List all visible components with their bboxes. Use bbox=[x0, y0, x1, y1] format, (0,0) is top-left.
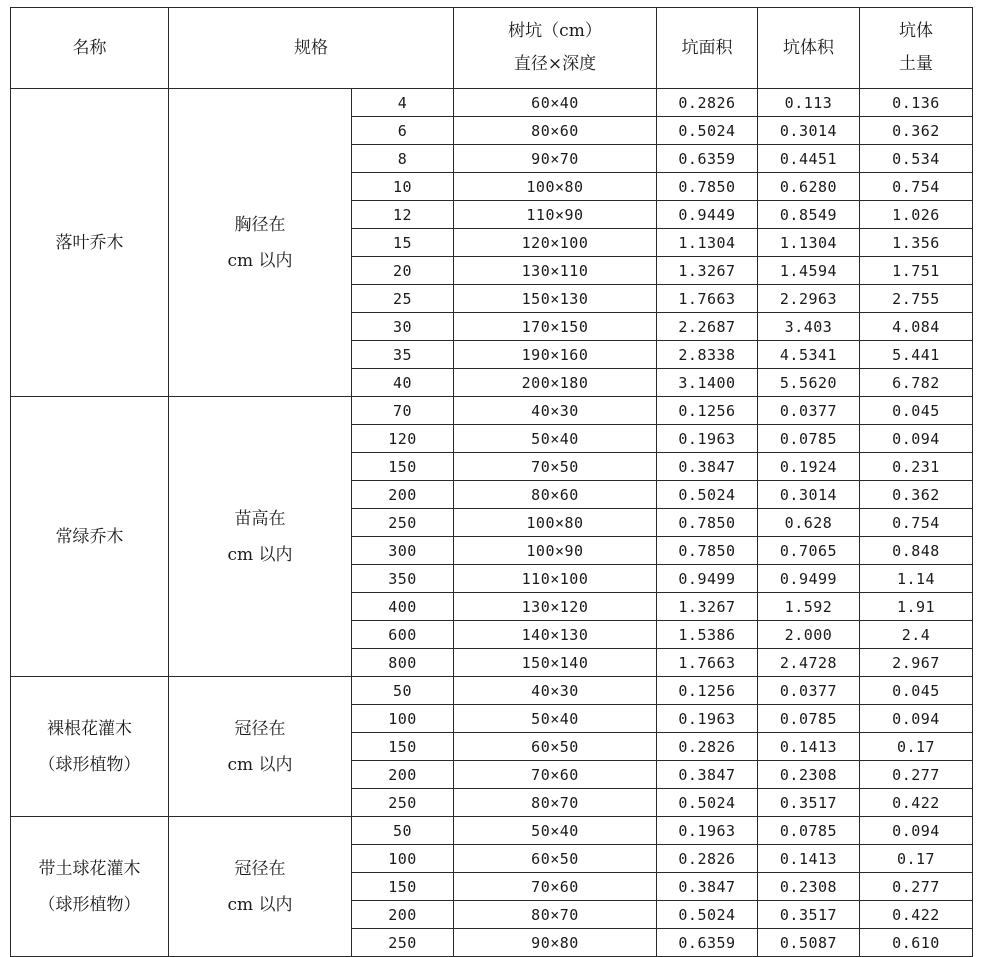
size-cell: 50 bbox=[352, 817, 454, 845]
size-cell: 200 bbox=[352, 481, 454, 509]
volume-cell: 0.3014 bbox=[758, 481, 860, 509]
volume-cell: 0.1413 bbox=[758, 845, 860, 873]
volume-cell: 0.0785 bbox=[758, 425, 860, 453]
pit-cell: 130×120 bbox=[454, 593, 657, 621]
volume-cell: 1.1304 bbox=[758, 229, 860, 257]
area-cell: 0.5024 bbox=[657, 789, 758, 817]
size-cell: 200 bbox=[352, 901, 454, 929]
soil-cell: 0.17 bbox=[860, 733, 973, 761]
group-spec-line: 苗高在 bbox=[234, 508, 286, 529]
size-cell: 150 bbox=[352, 453, 454, 481]
header-soil-line2: 土量 bbox=[899, 54, 933, 74]
area-cell: 2.8338 bbox=[657, 341, 758, 369]
pit-cell: 80×60 bbox=[454, 117, 657, 145]
group-name-cell bbox=[11, 817, 169, 957]
group-spec-line: 冠径在 bbox=[234, 858, 286, 879]
area-cell: 1.5386 bbox=[657, 621, 758, 649]
area-cell: 0.5024 bbox=[657, 481, 758, 509]
pit-cell: 190×160 bbox=[454, 341, 657, 369]
size-cell: 300 bbox=[352, 537, 454, 565]
header-area: 坑面积 bbox=[657, 8, 758, 89]
pit-cell: 50×40 bbox=[454, 425, 657, 453]
soil-cell: 0.610 bbox=[860, 929, 973, 957]
header-soil-line1: 坑体 bbox=[899, 21, 933, 41]
group-spec-cell bbox=[169, 89, 352, 397]
volume-cell: 0.628 bbox=[758, 509, 860, 537]
soil-cell: 0.422 bbox=[860, 901, 973, 929]
pit-cell: 200×180 bbox=[454, 369, 657, 397]
size-cell: 250 bbox=[352, 509, 454, 537]
size-cell: 25 bbox=[352, 285, 454, 313]
volume-cell: 2.000 bbox=[758, 621, 860, 649]
pit-cell: 70×60 bbox=[454, 873, 657, 901]
soil-cell: 1.356 bbox=[860, 229, 973, 257]
area-cell: 0.7850 bbox=[657, 173, 758, 201]
header-pit-line2: 直径×深度 bbox=[513, 54, 597, 74]
pit-cell: 90×70 bbox=[454, 145, 657, 173]
pit-cell: 80×70 bbox=[454, 901, 657, 929]
area-cell: 0.3847 bbox=[657, 873, 758, 901]
volume-cell: 2.2963 bbox=[758, 285, 860, 313]
pit-cell: 110×100 bbox=[454, 565, 657, 593]
group-name-line: 带土球花灌木 bbox=[38, 858, 141, 879]
soil-cell: 2.755 bbox=[860, 285, 973, 313]
soil-cell: 1.026 bbox=[860, 201, 973, 229]
soil-cell: 4.084 bbox=[860, 313, 973, 341]
group-name-line: 落叶乔木 bbox=[55, 232, 124, 253]
area-cell: 0.1963 bbox=[657, 425, 758, 453]
volume-cell: 0.2308 bbox=[758, 761, 860, 789]
group-spec-line: cm 以内 bbox=[227, 754, 293, 775]
group-name-cell bbox=[11, 89, 169, 397]
header-pit bbox=[454, 8, 657, 89]
group-spec-line: cm 以内 bbox=[227, 544, 293, 565]
header-soil bbox=[860, 8, 973, 89]
size-cell: 10 bbox=[352, 173, 454, 201]
pit-cell: 70×60 bbox=[454, 761, 657, 789]
area-cell: 0.1256 bbox=[657, 397, 758, 425]
size-cell: 30 bbox=[352, 313, 454, 341]
soil-cell: 0.094 bbox=[860, 705, 973, 733]
group-spec-cell bbox=[169, 817, 352, 957]
header-row bbox=[11, 8, 973, 89]
area-cell: 0.1963 bbox=[657, 705, 758, 733]
volume-cell: 0.5087 bbox=[758, 929, 860, 957]
volume-cell: 0.0785 bbox=[758, 817, 860, 845]
pit-cell: 60×40 bbox=[454, 89, 657, 117]
area-cell: 0.3847 bbox=[657, 453, 758, 481]
area-cell: 0.6359 bbox=[657, 145, 758, 173]
area-cell: 0.2826 bbox=[657, 845, 758, 873]
soil-cell: 2.4 bbox=[860, 621, 973, 649]
area-cell: 0.7850 bbox=[657, 537, 758, 565]
volume-cell: 1.592 bbox=[758, 593, 860, 621]
pit-cell: 100×90 bbox=[454, 537, 657, 565]
header-spec: 规格 bbox=[169, 8, 454, 89]
size-cell: 40 bbox=[352, 369, 454, 397]
area-cell: 3.1400 bbox=[657, 369, 758, 397]
size-cell: 600 bbox=[352, 621, 454, 649]
group-name-line: （球形植物） bbox=[38, 894, 141, 915]
pit-size-table bbox=[10, 7, 973, 957]
pit-cell: 110×90 bbox=[454, 201, 657, 229]
header-name: 名称 bbox=[11, 8, 169, 89]
pit-cell: 130×110 bbox=[454, 257, 657, 285]
soil-cell: 0.362 bbox=[860, 117, 973, 145]
pit-cell: 60×50 bbox=[454, 845, 657, 873]
size-cell: 70 bbox=[352, 397, 454, 425]
pit-cell: 100×80 bbox=[454, 509, 657, 537]
size-cell: 250 bbox=[352, 789, 454, 817]
size-cell: 4 bbox=[352, 89, 454, 117]
soil-cell: 0.362 bbox=[860, 481, 973, 509]
soil-cell: 0.17 bbox=[860, 845, 973, 873]
size-cell: 150 bbox=[352, 873, 454, 901]
group-name-line: 常绿乔木 bbox=[55, 526, 124, 547]
size-cell: 800 bbox=[352, 649, 454, 677]
soil-cell: 0.045 bbox=[860, 677, 973, 705]
pit-cell: 140×130 bbox=[454, 621, 657, 649]
volume-cell: 0.3517 bbox=[758, 901, 860, 929]
table-row bbox=[11, 677, 973, 705]
soil-cell: 0.277 bbox=[860, 873, 973, 901]
soil-cell: 0.277 bbox=[860, 761, 973, 789]
volume-cell: 4.5341 bbox=[758, 341, 860, 369]
soil-cell: 1.751 bbox=[860, 257, 973, 285]
soil-cell: 0.045 bbox=[860, 397, 973, 425]
size-cell: 100 bbox=[352, 705, 454, 733]
table-row bbox=[11, 89, 973, 117]
soil-cell: 5.441 bbox=[860, 341, 973, 369]
volume-cell: 0.1924 bbox=[758, 453, 860, 481]
area-cell: 1.7663 bbox=[657, 285, 758, 313]
header-volume: 坑体积 bbox=[758, 8, 860, 89]
volume-cell: 0.7065 bbox=[758, 537, 860, 565]
size-cell: 120 bbox=[352, 425, 454, 453]
table-row bbox=[11, 817, 973, 845]
volume-cell: 0.3014 bbox=[758, 117, 860, 145]
volume-cell: 0.9499 bbox=[758, 565, 860, 593]
size-cell: 250 bbox=[352, 929, 454, 957]
area-cell: 0.9449 bbox=[657, 201, 758, 229]
volume-cell: 0.0377 bbox=[758, 397, 860, 425]
size-cell: 350 bbox=[352, 565, 454, 593]
volume-cell: 5.5620 bbox=[758, 369, 860, 397]
volume-cell: 1.4594 bbox=[758, 257, 860, 285]
pit-cell: 100×80 bbox=[454, 173, 657, 201]
volume-cell: 0.3517 bbox=[758, 789, 860, 817]
volume-cell: 3.403 bbox=[758, 313, 860, 341]
area-cell: 0.6359 bbox=[657, 929, 758, 957]
group-spec-cell bbox=[169, 397, 352, 677]
volume-cell: 0.0377 bbox=[758, 677, 860, 705]
area-cell: 2.2687 bbox=[657, 313, 758, 341]
soil-cell: 0.136 bbox=[860, 89, 973, 117]
area-cell: 0.1256 bbox=[657, 677, 758, 705]
area-cell: 1.3267 bbox=[657, 257, 758, 285]
area-cell: 0.3847 bbox=[657, 761, 758, 789]
pit-cell: 40×30 bbox=[454, 397, 657, 425]
group-spec-line: 胸径在 bbox=[234, 214, 286, 235]
pit-cell: 170×150 bbox=[454, 313, 657, 341]
volume-cell: 0.2308 bbox=[758, 873, 860, 901]
group-name-line: 裸根花灌木 bbox=[47, 718, 132, 739]
group-spec-line: 冠径在 bbox=[234, 718, 286, 739]
area-cell: 0.2826 bbox=[657, 733, 758, 761]
size-cell: 12 bbox=[352, 201, 454, 229]
header-pit-line1: 树坑（cm） bbox=[508, 21, 602, 41]
size-cell: 15 bbox=[352, 229, 454, 257]
group-spec-line: cm 以内 bbox=[227, 250, 293, 271]
area-cell: 0.2826 bbox=[657, 89, 758, 117]
area-cell: 1.1304 bbox=[657, 229, 758, 257]
area-cell: 0.7850 bbox=[657, 509, 758, 537]
group-name-line: （球形植物） bbox=[38, 754, 141, 775]
soil-cell: 2.967 bbox=[860, 649, 973, 677]
soil-cell: 0.754 bbox=[860, 173, 973, 201]
table-body bbox=[11, 89, 973, 957]
area-cell: 0.9499 bbox=[657, 565, 758, 593]
soil-cell: 6.782 bbox=[860, 369, 973, 397]
pit-cell: 50×40 bbox=[454, 817, 657, 845]
size-cell: 35 bbox=[352, 341, 454, 369]
group-spec-line: cm 以内 bbox=[227, 894, 293, 915]
volume-cell: 2.4728 bbox=[758, 649, 860, 677]
pit-cell: 120×100 bbox=[454, 229, 657, 257]
area-cell: 0.1963 bbox=[657, 817, 758, 845]
pit-cell: 80×70 bbox=[454, 789, 657, 817]
soil-cell: 0.848 bbox=[860, 537, 973, 565]
volume-cell: 0.0785 bbox=[758, 705, 860, 733]
soil-cell: 0.094 bbox=[860, 425, 973, 453]
pit-cell: 40×30 bbox=[454, 677, 657, 705]
pit-cell: 60×50 bbox=[454, 733, 657, 761]
soil-cell: 0.094 bbox=[860, 817, 973, 845]
group-spec-cell bbox=[169, 677, 352, 817]
size-cell: 8 bbox=[352, 145, 454, 173]
size-cell: 100 bbox=[352, 845, 454, 873]
soil-cell: 0.534 bbox=[860, 145, 973, 173]
soil-cell: 0.231 bbox=[860, 453, 973, 481]
volume-cell: 0.4451 bbox=[758, 145, 860, 173]
volume-cell: 0.6280 bbox=[758, 173, 860, 201]
area-cell: 1.3267 bbox=[657, 593, 758, 621]
size-cell: 150 bbox=[352, 733, 454, 761]
size-cell: 400 bbox=[352, 593, 454, 621]
volume-cell: 0.1413 bbox=[758, 733, 860, 761]
soil-cell: 1.14 bbox=[860, 565, 973, 593]
size-cell: 6 bbox=[352, 117, 454, 145]
pit-cell: 90×80 bbox=[454, 929, 657, 957]
soil-cell: 0.422 bbox=[860, 789, 973, 817]
pit-cell: 50×40 bbox=[454, 705, 657, 733]
table-row bbox=[11, 397, 973, 425]
pit-cell: 150×140 bbox=[454, 649, 657, 677]
area-cell: 0.5024 bbox=[657, 117, 758, 145]
size-cell: 200 bbox=[352, 761, 454, 789]
area-cell: 1.7663 bbox=[657, 649, 758, 677]
pit-cell: 70×50 bbox=[454, 453, 657, 481]
group-name-cell bbox=[11, 677, 169, 817]
pit-cell: 80×60 bbox=[454, 481, 657, 509]
size-cell: 50 bbox=[352, 677, 454, 705]
size-cell: 20 bbox=[352, 257, 454, 285]
soil-cell: 0.754 bbox=[860, 509, 973, 537]
group-name-cell bbox=[11, 397, 169, 677]
soil-cell: 1.91 bbox=[860, 593, 973, 621]
area-cell: 0.5024 bbox=[657, 901, 758, 929]
volume-cell: 0.8549 bbox=[758, 201, 860, 229]
volume-cell: 0.113 bbox=[758, 89, 860, 117]
pit-cell: 150×130 bbox=[454, 285, 657, 313]
